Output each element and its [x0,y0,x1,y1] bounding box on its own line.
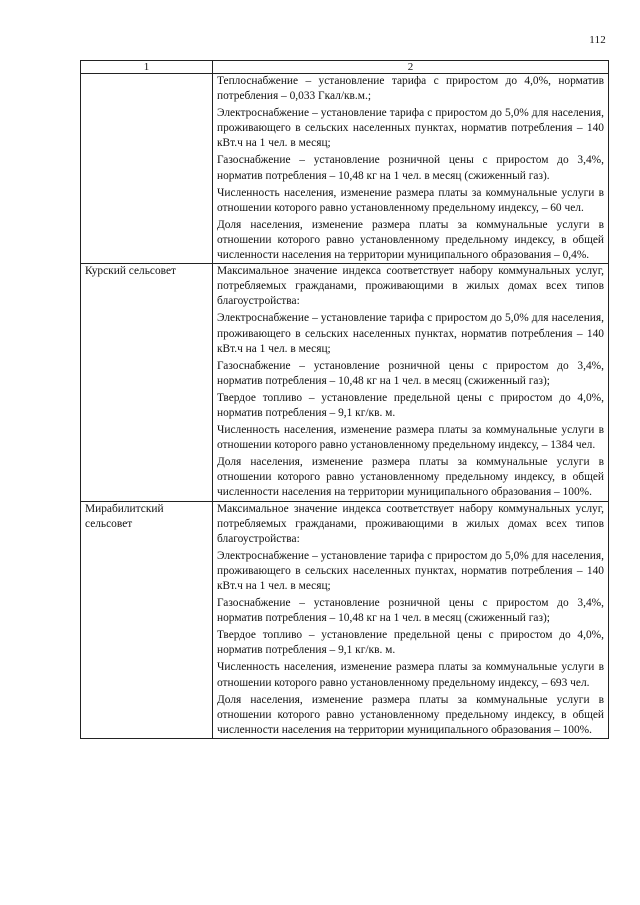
paragraph: Твердое топливо – установление предельной цены с приростом до 4,0%, норматив потребления – 9,1 кг/кв. м. [217,629,604,657]
column-header-1: 1 [81,61,213,74]
paragraph: Электроснабжение – установление тарифа с приростом до 5,0% для населения, проживающего в сельских населенных пунктах, норматив потребления – 140 кВт.ч на 1 чел. в месяц; [217,549,604,592]
paragraph: Газоснабжение – установление розничной цены с приростом до 3,4%, норматив потребления – 10,48 кг на 1 чел. в месяц (сжиженный газ). [217,154,604,182]
page-number: 112 [589,34,606,46]
paragraph: Численность населения, изменение размера платы за коммунальные услуги в отношении которого равно установленному предельному индексу, – 60 чел. [217,186,604,214]
municipality-name: Курский сельсовет [81,264,213,501]
paragraph: Газоснабжение – установление розничной цены с приростом до 3,4%, норматив потребления – 10,48 кг на 1 чел. в месяц (сжиженный газ); [217,597,604,625]
index-description [213,264,609,501]
paragraph: Электроснабжение – установление тарифа с приростом до 5,0% для населения, проживающего в сельских населенных пунктах, норматив потребления – 140 кВт.ч на 1 чел. в месяц; [217,107,604,150]
paragraph: Максимальное значение индекса соответствует набору коммунальных услуг, потребляемых гражданами, проживающими в жилых домах всех типов благоустройства: [217,265,604,308]
paragraph: Максимальное значение индекса соответствует набору коммунальных услуг, потребляемых гражданами, проживающими в жилых домах всех типов благоустройства: [217,502,604,545]
municipality-name: Мирабилитский сельсовет [81,501,213,738]
table-row [81,264,609,501]
paragraph: Твердое топливо – установление предельной цены с приростом до 4,0%, норматив потребления – 9,1 кг/кв. м. [217,391,604,419]
table-row [81,74,609,264]
table-header-row [81,61,609,74]
column-header-2: 2 [213,61,609,74]
paragraph: Доля населения, изменение размера платы за коммунальные услуги в отношении которого равно установленному предельному индексу, в общей численности населения на территории муниципального образования – 100%. [217,456,604,499]
index-description [213,74,609,264]
tariff-index-table [80,60,609,739]
paragraph: Газоснабжение – установление розничной цены с приростом до 3,4%, норматив потребления – 10,48 кг на 1 чел. в месяц (сжиженный газ); [217,359,604,387]
municipality-name [81,74,213,264]
table-row [81,501,609,738]
paragraph: Доля населения, изменение размера платы за коммунальные услуги в отношении которого равно установленному предельному индексу, в общей численности населения на территории муниципального образования – 100%. [217,693,604,736]
index-description [213,501,609,738]
paragraph: Численность населения, изменение размера платы за коммунальные услуги в отношении которого равно установленному предельному индексу, – 1384 чел. [217,424,604,452]
paragraph: Электроснабжение – установление тарифа с приростом до 5,0% для населения, проживающего в сельских населенных пунктах, норматив потребления – 140 кВт.ч на 1 чел. в месяц; [217,312,604,355]
paragraph: Численность населения, изменение размера платы за коммунальные услуги в отношении которого равно установленному предельному индексу, – 693 чел. [217,661,604,689]
paragraph: Теплоснабжение – установление тарифа с приростом до 4,0%, норматив потребления – 0,033 Гкал/кв.м.; [217,75,604,103]
paragraph: Доля населения, изменение размера платы за коммунальные услуги в отношении которого равно установленному предельному индексу, в общей численности населения на территории муниципального образования – 0,4%. [217,218,604,262]
